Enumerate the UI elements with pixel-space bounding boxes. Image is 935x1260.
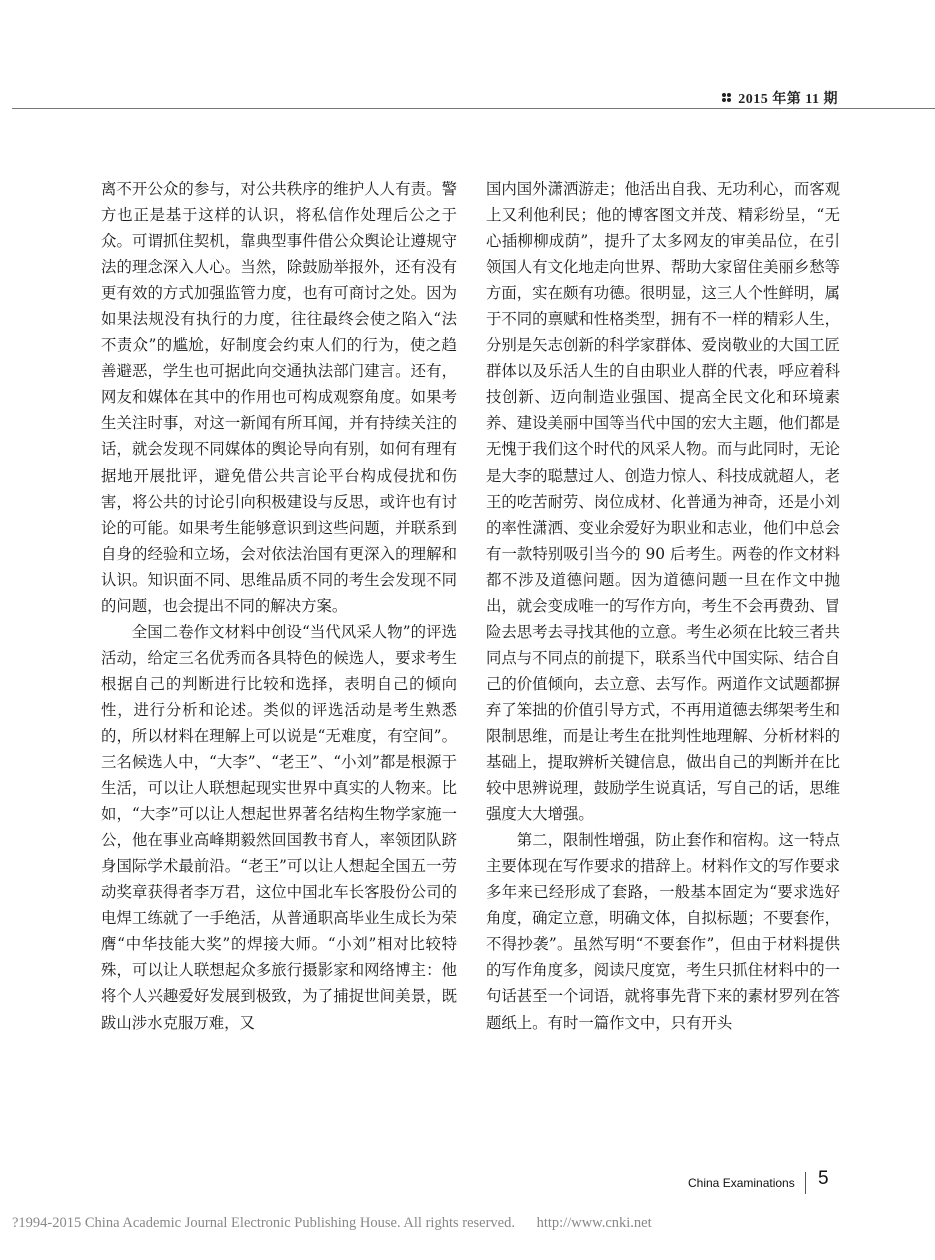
copyright-text: ?1994-2015 China Academic Journal Electronic Publishing House. All rights reserved. (12, 1215, 515, 1231)
paragraph: 全国二卷作文材料中创设“当代风采人物”的评选活动，给定三名优秀而各具特色的候选人，要求考生根据自己的判断进行比较和选择，表明自己的倾向性，进行分析和论述。类似的评选活动是考生熟悉的，所以材料在理解上可以说是“无难度，有空间”。三名候选人中，“大李”、“老王”、“小刘”都是根源于生活，可以让人联想起现实世界中真实的人物来。比如，“大李”可以让人想起世界著名结构生物学家施一公，他在事业高峰期毅然回国教书育人，率领团队跻身国际学术最前沿。“老王”可以让人想起全国五一劳动奖章获得者李万君，这位中国北车长客股份公司的电焊工练就了一手绝活，从普通职高毕业生成长为荣膺“中华技能大奖”的焊接大师。“小刘”相对比较特殊，可以让人联想起众多旅行摄影家和网络博主：他将个人兴趣爱好发展到极致，为了捕捉世间美景，既跋山涉水克服万难，又 (101, 622, 457, 1032)
source-url[interactable]: http://www.cnki.net (536, 1215, 652, 1231)
paragraph: 国内国外潇洒游走；他活出自我、无功利心，而客观上又利他利民；他的博客图文并茂、精彩纷呈，“无心插柳柳成荫”，提升了太多网友的审美品位，在引领国人有文化地走向世界、帮助大家留住美丽乡愁等方面，实在颇有功德。很明显，这三人个性鲜明，属于不同的禀赋和性格类型，拥有不一样的精彩人生，分别是矢志创新的科学家群体、爱岗敬业的大国工匠群体以及乐活人生的自由职业人群的代表，呼应着科技创新、迈向制造业强国、提高全民文化和环境素养、建设美丽中国等当代中国的宏大主题，他们都是无愧于我们这个时代的风采人物。而与此同时，无论是大李的聪慧过人、创造力惊人、科技成就超人，老王的吃苦耐劳、岗位成材、化普通为神奇，还是小刘的率性潇洒、变业余爱好为职业和志业，他们中总会有一款特别吸引当今的 90 后考生。两卷的作文材料都不涉及道德问题。因为道德问题一旦在作文中抛出，就会变成唯一的写作方向，考生不会再费劲、冒险去思考去寻找其他的立意。考生必须在比较三者共同点与不同点的前提下，联系当代中国实际、结合自己的价值倾向，去立意、去写作。两道作文试题都摒弃了笨拙的价值引导方式，不再用道德去绑架考生和限制思维，而是让考生在批判性地理解、分析材料的基础上，提取辨析关键信息，做出自己的判断并在比较中思辨说理，鼓励学生说真话，写自己的话，思维强度大大增强。 (486, 180, 840, 824)
copyright-notice (12, 1215, 652, 1232)
issue-label: 2015 年第 11 期 (738, 92, 838, 107)
paragraph: 离不开公众的参与，对公共秩序的维护人人有责。警方也正是基于这样的认识，将私信作处理后公之于众。可谓抓住契机，靠典型事件借公众舆论让遵规守法的理念深入人心。当然，除鼓励举报外，还有没有更有效的方式加强监管力度，也有可商讨之处。因为如果法规没有执行的力度，往往最终会使之陷入“法不责众”的尴尬，好制度会约束人们的行为，使之趋善避恶，学生也可据此向交通执法部门建言。还有，网友和媒体在其中的作用也可构成观察角度。如果考生关注时事，对这一新闻有所耳闻，并有持续关注的话，就会发现不同媒体的舆论导向有别，如何有理有据地开展批评，避免借公共言论平台构成侵扰和伤害，将公共的讨论引向积极建设与反思，或许也有讨论的可能。如果考生能够意识到这些问题，并联系到自身的经验和立场，会对依法治国有更深入的理解和认识。知识面不同、思维品质不同的考生会发现不同的问题，也会提出不同的解决方案。 (101, 180, 457, 615)
header-rule (12, 108, 935, 109)
header-issue (722, 88, 838, 108)
footer-journal-name: China Examinations (688, 1176, 795, 1190)
page-number: 5 (818, 1168, 829, 1189)
paragraph: 第二，限制性增强，防止套作和宿构。这一特点主要体现在写作要求的措辞上。材料作文的写作要求多年来已经形成了套路，一般基本固定为“要求选好角度，确定立意，明确文体，自拟标题；不要套作，不得抄袭”。虽然写明“不要套作”，但由于材料提供的写作角度多，阅读尺度宽，考生只抓住材料中的一句话甚至一个词语，就将事先背下来的素材罗列在答题纸上。有时一篇作文中，只有开头 (486, 831, 841, 1032)
dots-icon (722, 93, 732, 103)
footer-divider (805, 1172, 806, 1194)
left-column (101, 176, 457, 1036)
right-column (486, 176, 840, 1036)
